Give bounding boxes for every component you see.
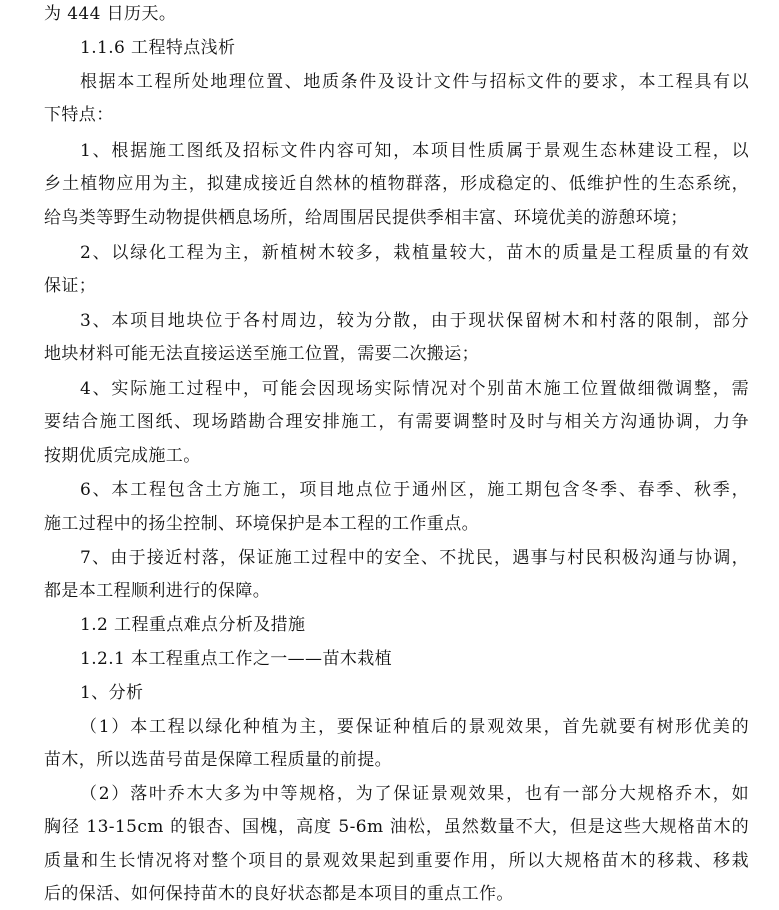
text-line: 2、以绿化工程为主，新植树木较多，栽植量较大，苗木的质量是工程质量的有效 bbox=[80, 243, 749, 263]
text-line: 要结合施工图纸、现场踏勘合理安排施工，有需要调整时及时与相关方沟通协调，力争 bbox=[44, 412, 749, 432]
subheading-analysis: 1、分析 bbox=[80, 683, 144, 703]
text-line: 后的保活、如何保持苗木的良好状态都是本项目的重点工作。 bbox=[44, 884, 514, 904]
text-line: 质量和生长情况将对整个项目的景观效果起到重要作用，所以大规格苗木的移栽、移栽 bbox=[44, 851, 749, 871]
text-line: （1）本工程以绿化种植为主，要保证种植后的景观效果，首先就要有树形优美的 bbox=[80, 717, 749, 737]
text-line: 施工过程中的扬尘控制、环境保护是本工程的工作重点。 bbox=[44, 514, 479, 534]
text-line: 3、本项目地块位于各村周边，较为分散，由于现状保留树木和村落的限制，部分 bbox=[80, 311, 749, 331]
section-heading-1-1-6: 1.1.6 工程特点浅析 bbox=[80, 38, 236, 58]
text-line: （2）落叶乔木大多为中等规格，为了保证景观效果，也有一部分大规格乔木，如 bbox=[80, 784, 749, 804]
text-line: 胸径 13-15cm 的银杏、国槐，高度 5-6m 油松，虽然数量不大，但是这些大规格苗木的 bbox=[44, 817, 749, 837]
section-heading-1-2: 1.2 工程重点难点分析及措施 bbox=[80, 615, 306, 635]
text-line: 下特点： bbox=[44, 105, 114, 125]
text-line: 都是本工程顺利进行的保障。 bbox=[44, 581, 271, 601]
text-line: 根据本工程所处地理位置、地质条件及设计文件与招标文件的要求，本工程具有以 bbox=[80, 72, 749, 92]
text-line: 6、本工程包含土方施工，项目地点位于通州区，施工期包含冬季、春季、秋季， bbox=[80, 480, 749, 500]
text-line: 1、根据施工图纸及招标文件内容可知，本项目性质属于景观生态林建设工程，以 bbox=[80, 141, 749, 161]
text-line: 保证； bbox=[44, 276, 97, 296]
text-line: 7、由于接近村落，保证施工过程中的安全、不扰民，遇事与村民积极沟通与协调， bbox=[80, 548, 749, 568]
text-line: 苗木，所以选苗号苗是保障工程质量的前提。 bbox=[44, 750, 392, 770]
text-line: 为 444 日历天。 bbox=[44, 4, 177, 24]
text-line: 乡土植物应用为主，拟建成接近自然林的植物群落，形成稳定的、低维护性的生态系统， bbox=[44, 174, 749, 194]
text-line: 4、实际施工过程中，可能会因现场实际情况对个别苗木施工位置做细微调整，需 bbox=[80, 379, 749, 399]
text-line: 地块材料可能无法直接运送至施工位置，需要二次搬运； bbox=[44, 344, 479, 364]
section-heading-1-2-1: 1.2.1 本工程重点工作之一——苗木栽植 bbox=[80, 649, 393, 669]
text-line: 按期优质完成施工。 bbox=[44, 446, 201, 466]
text-line: 给鸟类等野生动物提供栖息场所，给周围居民提供季相丰富、环境优美的游憩环境； bbox=[44, 208, 688, 228]
